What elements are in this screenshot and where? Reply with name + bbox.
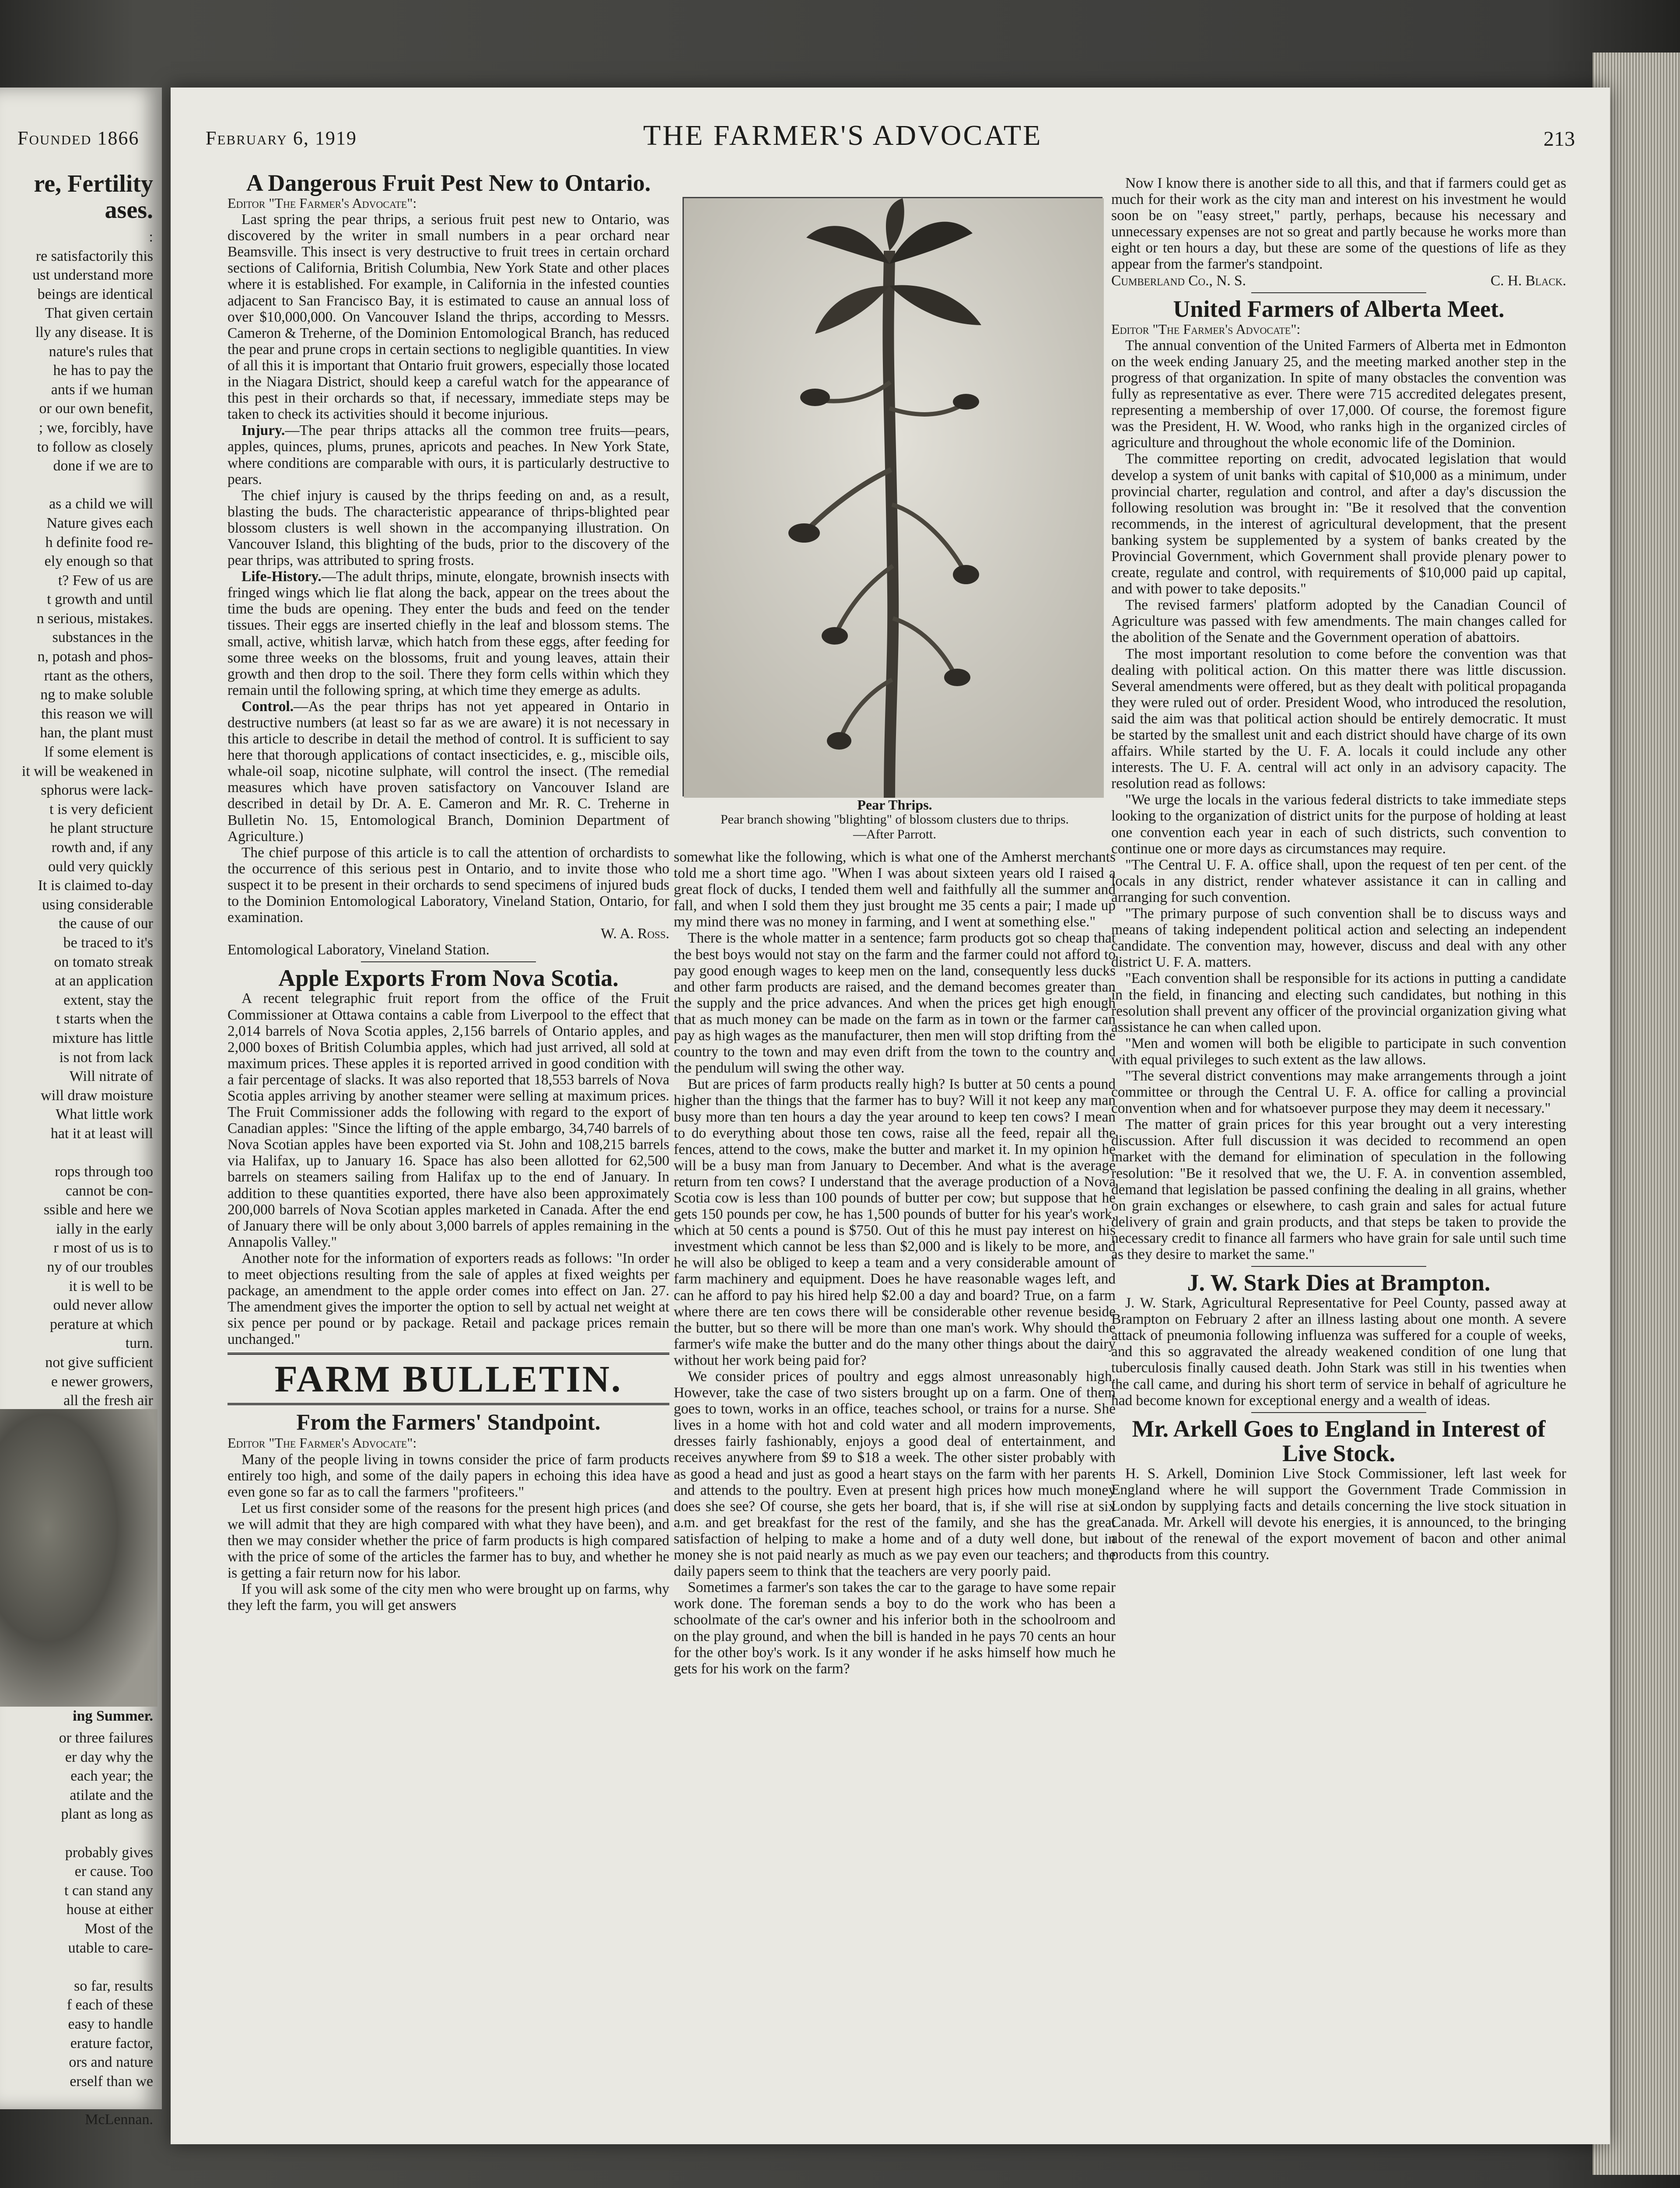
paragraph: Sometimes a farmer's son takes the car to the garage to have some repair work done. The foreman sends a boy to do the work who has been a schoolmate of the car's owner and his inferior both in the schoolroom and on the play ground, and when the bill is handed in he pays 70 cents an hour for the other boy's work. Is it any wonder if he asks himself how much he gets for his work on the farm? (674, 1579, 1116, 1677)
paragraph: The most important resolution to come before the convention was that dealing with political action. On this matter there was little discussion. Several amendments were offered, but as they dealt with political propaganda they were ruled out of order. President Wood, who introduced the resolution, said the aim was that political action should be entirely democratic. It must be started by the smallest unit and each district should have charge of its own affairs. While started by the U. F. A. locals it could include any other interests. The U. F. A. central will act only in an advisory capacity. The resolution read as follows: (1111, 645, 1566, 792)
article-title: Apple Exports From Nova Scotia. (278, 965, 619, 992)
paragraph: H. S. Arkell, Dominion Live Stock Commissioner, left last week for England where he will support the Government Trade Commission in London by supplying facts and details concerning the live stock situation in Canada. Mr. Arkell will devote his energies, it is announced, to the bringing about of the renewal of the export movement of bacon and other animal products from this country. (1111, 1465, 1566, 1563)
prev-page-line: Nature gives each (46, 515, 153, 531)
paragraph: Now I know there is another side to all this, and that if farmers could get as much for their work as the city man and interest on his investment he would soon be on "easy street," partly, perhaps, because his necessary and unnecessary expenses are not so great and partly because he works more than eight or ten hours a day, but these are some of the questions of life as they appear from the farmer's standpoint. (1111, 175, 1566, 273)
photo-caption-text: Pear branch showing "blighting" of blossom clusters due to thrips. (720, 812, 1069, 827)
editor-line: Editor "The Farmer's Advocate": (1111, 321, 1301, 337)
signature: C. H. Black. (1490, 272, 1566, 289)
run-in-heading: Injury. (242, 422, 285, 439)
prev-page-line: t is very deficient (49, 801, 153, 817)
column-3 (1111, 175, 1566, 1563)
divider (361, 961, 536, 962)
paragraph: A recent telegraphic fruit report from the office of the Fruit Commissioner at Ottawa contains a cable from Liverpool to the effect that 2,014 barrels of Nova Scotia apples, 2,156 barrels of Ontario apples, and 2,000 boxes of British Columbia apples, which had just arrived, all sold at maximum prices. These apples it is reported arrived in good condition with a fair percentage of slacks. It was also reported that 18,553 barrels of Nova Scotia apples arriving by another steamer were selling at maximum prices. The Fruit Commissioner adds the following with regard to the export of Canadian apples: "Since the lifting of the apple embargo, 34,740 barrels of Nova Scotian apples have been exported via St. John and 108,215 barrels via Halifax, up to January 16. Space has also been allotted for 62,500 barrels on steamers sailing from Halifax up to the end of January. In addition to these quantities exported, there have also been approximately 200,000 barrels of Nova Scotian apples marketed in Canada. After the end of January there will be only about 3,000 barrels of apples remaining in the Annapolis Valley." (228, 990, 669, 1250)
prev-page-photo (0, 1409, 158, 1707)
prev-page-line: That given certain (45, 305, 153, 322)
paragraph: Another note for the information of exporters reads as follows: "In order to meet objections resulting from the sale of apples at fixed weights per package, an amendment to the apple order comes into effect on Jan. 27. The amendment gives the importer the option to sell by actual net weight at six pence per pound or by package. Retail and package prices remain unchanged." (228, 1250, 669, 1348)
column-2 (674, 849, 1116, 1677)
prev-page-line: or our own benefit, (39, 400, 153, 417)
prev-page-line: What little work (56, 1106, 153, 1123)
prev-page-line: using considerable (42, 896, 153, 913)
prev-page-line: to follow as closely (37, 438, 153, 455)
prev-page-line: t can stand any (64, 1882, 153, 1899)
prev-page-line: as a child we will (49, 496, 153, 512)
prev-page-line: house at either (66, 1901, 153, 1918)
prev-page-line: beings are identical (37, 286, 153, 302)
prev-page-line: all the fresh air (63, 1392, 153, 1409)
prev-page-line: so far, results (74, 1978, 153, 1994)
prev-page-line: r most of us is to (53, 1240, 153, 1256)
page-date: February 6, 1919 (206, 127, 357, 149)
prev-page-line: atilate and the (70, 1787, 153, 1803)
prev-page-line: Most of the (84, 1920, 153, 1937)
paragraph: The annual convention of the United Farmers of Alberta met in Edmonton on the week ending January 25, and the meeting marked another step in the progress of that organization. In spite of many obstacles the convention was fully as representative as ever. There were 715 accredited delegates present, representing a membership of over 17,000. Of course, the foremost figure was the President, H. W. Wood, who ranks high in the organized circles of agriculture and throughout the whole economic life of the Dominion. (1111, 337, 1566, 451)
prev-page-line (0, 1143, 153, 1163)
section-banner: FARM BULLETIN. (228, 1353, 669, 1405)
prev-page-line: perature at which (50, 1316, 153, 1332)
page-number: 213 (1544, 127, 1575, 151)
paragraph: Last spring the pear thrips, a serious fruit pest new to Ontario, was discovered by the writer in small numbers in a pear orchard near Beamsville. This insect is very destructive to fruit trees in certain orchard sections of California, British Columbia, New York State and other places where it is established. For example, in California in the infested counties adjacent to San Francisco Bay, it is estimated to cause an annual loss of over $10,000,000. On Vancouver Island the thrips, according to Messrs. Cameron & Treherne, of the Dominion Entomological Branch, has reduced the pear and prune crops in certain sections to negligible quantities. In view of all this it is important that Ontario fruit growers, especially those located in the Niagara District, should keep a careful watch for the appearance of this pest in their orchards so that, if necessary, immediate steps may be taken to check its activities should it become injurious. (228, 211, 669, 423)
prev-page-line: McLennan. (85, 2111, 153, 2128)
prev-page-line: not give sufficient (45, 1354, 153, 1371)
prev-page-line: er cause. Too (74, 1863, 153, 1880)
prev-page-line: probably gives (65, 1844, 153, 1861)
prev-page-line: substances in the (52, 629, 153, 646)
paragraph: But are prices of farm products really high? Is butter at 50 cents a pound higher than the things that the farmer has to buy? Will it not keep any man busy more than ten hours a day the year around to keep ten cows? I mean to do everything about those ten cows, raise all the feed, repair all the fences, attend to the cows, make the butter and market it. In my opinion he will be a busy man from January to December. And what is the average return from ten cows? I understand that the average production of a Nova Scotia cow is less than 100 pounds of butter per cow; but suppose that he gets 150 pounds per cow, he has 1,500 pounds of butter for his year's work, which at 50 cents a pound is $750. Out of this he must pay interest on his investment which cannot be less than $2,000 and is likely to be more, and he will also be obliged to keep a team and a very considerable amount of farm machinery and equipment. Does he have reasonable wages left, and can he afford to pay his hired help $2.00 a day and board? True, on a farm where there are ten cows there will be considerable other revenue beside the butter, but so there will be more than one man's work. Why should the farmer's wife make the butter and do the many other things about the dairy without her work being paid for? (674, 1076, 1116, 1368)
signature-line (1111, 273, 1566, 289)
column-1 (228, 171, 669, 1614)
divider (1251, 292, 1426, 293)
prev-page-text-2 (0, 1729, 162, 2129)
prev-page-line: It is claimed to-day (38, 877, 153, 894)
prev-page-line: extent, stay the (63, 992, 153, 1008)
prev-page-text (0, 228, 162, 1410)
paragraph: There is the whole matter in a sentence; farm products got so cheap that the best boys would not stay on the farm and the farmer could not afford to pay good enough wages to keep men on the land, consequently less ducks and other farm products are raised, and the demand becomes greater than the supply and the price advances. And when the prices get high enough that as much money can be made on the farm as in town or the farmer can pay as high wages as the manufacturer, then men will stop drifting from the country to the town and may even drift from the town to the country and the pendulum will swing the other way. (674, 930, 1116, 1076)
paragraph: The committee reporting on credit, advocated legislation that would develop a system of unit banks with capital of $10,000 as a minimum, under provincial charter, regulation and control, and after a day's discussion the following resolution was brought in: "Be it resolved that the convention recommends, in the interest of agricultural development, that the present banking system be supplemented by a system of banks created by the Provincial Government, which Government shall provide plenary power to create, regulate and control, with requirements of $10,000 paid up capital, and with power to take deposits." (1111, 451, 1566, 597)
paragraph: "Men and women will both be eligible to participate in such convention with equal privileges to such extent as the law allows. (1111, 1035, 1566, 1068)
prev-page-line (0, 1824, 153, 1843)
paragraph: J. W. Stark, Agricultural Representative for Peel County, passed away at Brampton on February 2 after an illness lasting about one month. A severe attack of pneumonia following influenza was suffered for a couple of weeks, and this so aggravated the already weakened condition of one lung that tuberculosis finally caused death. John Stark was still in his twenties when the call came, and during his short term of service in behalf of agriculture he had become known for exceptional energy and a wealth of ideas. (1111, 1295, 1566, 1409)
prev-page-line: ssible and here we (43, 1202, 153, 1218)
prev-page-line: cannot be con- (65, 1182, 153, 1199)
prev-page-line: lf some element is (44, 744, 153, 761)
prev-page-line: han, the plant must (40, 725, 153, 741)
prev-page-line: plant as long as (61, 1806, 153, 1823)
prev-page-line: ially in the early (56, 1220, 153, 1237)
paragraph (228, 568, 669, 698)
newspaper-page (171, 88, 1610, 2144)
prev-page-line (0, 476, 153, 495)
prev-page-line (0, 1957, 153, 1977)
prev-page-line: rops through too (55, 1164, 153, 1180)
paragraph-text: —As the pear thrips has not yet appeared in Ontario in destructive numbers (at least so far as we are aware) it is not necessary in this article to describe in detail the method of control. It is sufficient to say here that thorough applications of contact insecticides, e. g., miscible oils, whale-oil soap, nicotine sulphate, will control the insect. (The remedial measures which have proven satisfactory on Vancouver Island are described in detail by Dr. A. E. Cameron and Mr. R. C. Treherne in Bulletin No. 15, Entomological Branch, Dominion Department of Agriculture.) (228, 698, 669, 845)
paragraph: Many of the people living in towns consider the price of farm products entirely too high, and some of the daily papers in echoing this idea have even gone so far as to call the farmers "profiteers." (228, 1451, 669, 1500)
prev-page-line: lly any disease. It is (35, 324, 153, 340)
prev-page-line: utable to care- (68, 1939, 153, 1956)
prev-page-line: it will be weakened in (21, 763, 153, 779)
pear-branch-photo (682, 197, 1102, 796)
paragraph-text: —The pear thrips attacks all the common tree fruits—pears, apples, quinces, plums, prunes, apricots and peaches. In New York State, where conditions are comparable with ours, it is particularly destructive to pears. (228, 422, 669, 487)
prev-page-line: Will nitrate of (69, 1068, 153, 1085)
prev-page-line: ould very quickly (48, 858, 153, 875)
prev-page-line: re satisfactorily this (35, 248, 153, 264)
prev-page-line: is not from lack (59, 1049, 153, 1066)
paragraph: The revised farmers' platform adopted by the Canadian Council of Agriculture was passed with few amendments. The main changes called for the abolition of the Senate and the Government operation of abattoirs. (1111, 597, 1566, 646)
paragraph: If you will ask some of the city men who were brought up on farms, why they left the farm, you will get answers (228, 1581, 669, 1614)
prev-page-line: f each of these (66, 1997, 153, 2013)
prev-page-line: mixture has little (52, 1030, 153, 1046)
prev-page-line: : (149, 229, 153, 245)
prev-page-line: will draw moisture (41, 1087, 153, 1104)
run-in-heading: Life-History. (242, 568, 322, 585)
prev-page-caption: ing Summer. (73, 1708, 153, 1724)
prev-page-line: each year; the (70, 1768, 153, 1785)
address: Entomological Laboratory, Vineland Station. (228, 942, 490, 958)
paragraph: "The several district conventions may make arrangements through a joint committee or through the Central U. F. A. office for calling a provincial convention when and for whatsoever purpose they may deem it necessary." (1111, 1067, 1566, 1117)
prev-page-line: turn. (125, 1335, 153, 1352)
run-in-heading: Control. (242, 698, 294, 715)
prev-page-line: he has to pay the (53, 362, 153, 379)
prev-page-line: ould never allow (53, 1297, 153, 1314)
prev-page-headline: re, Fertility ases. (34, 170, 153, 224)
prev-page-line: hat it at least will (50, 1125, 153, 1142)
photo-caption-title: Pear Thrips. (857, 797, 932, 813)
prev-page-line: n, potash and phos- (37, 649, 153, 665)
article-title: Mr. Arkell Goes to England in Interest of Live Stock. (1132, 1415, 1546, 1466)
paragraph: The matter of grain prices for this year brought out a very interesting discussion. After full discussion it was decided to recommend an open market with the demand for elimination of speculation in the following resolution: "Be it resolved that we, the U. F. A. in convention assembled, demand that legislation be passed confining the dealing in all grains, whether on grain exchanges or elsewhere, to cash grain and sales for actual future delivery of grain and grain products, and that steps be taken to provide the necessary credit to finance all farmers who have grain for sale until such time as they desire to market the same." (1111, 1116, 1566, 1262)
prev-page-line: on tomato streak (54, 954, 153, 970)
prev-page-line: or three failures (59, 1730, 153, 1746)
publication-title: THE FARMER'S ADVOCATE (643, 119, 1043, 151)
signature: W. A. Ross. (601, 926, 669, 942)
prev-page-line: nature's rules that (49, 343, 153, 360)
prev-page-header: Founded 1866 (18, 127, 140, 149)
previous-page-edge (0, 88, 162, 2128)
prev-page-line: er day why the (65, 1749, 153, 1765)
paragraph: Let us first consider some of the reasons for the present high prices (and we will admit that they are high compared with what they have been), and then we may consider whether the price of farm products is high compared with the price of some of the articles the farmer has to buy, and whether he is getting a fair return now for his labor. (228, 1500, 669, 1581)
article-title: J. W. Stark Dies at Brampton. (1187, 1269, 1491, 1296)
prev-page-line: it is well to be (69, 1278, 153, 1294)
pear-branch-illustration (684, 198, 1104, 798)
prev-page-line: the cause of our (58, 915, 153, 932)
prev-page-line: erature factor, (70, 2035, 153, 2051)
paragraph: The chief purpose of this article is to call the attention of orchardists to the occurrence of this serious pest in Ontario, and to invite those who suspect it to be present in their orchards to send specimens of injured buds to the Dominion Entomological Laboratory, Vineland Station, Ontario, for examination. (228, 844, 669, 926)
prev-page-line: ng to make soluble (40, 687, 153, 703)
prev-page-line: t starts when the (56, 1011, 153, 1027)
paragraph: We consider prices of poultry and eggs almost unreasonably high. However, take the case of two sisters brought up on a farm. One of them goes to town, works in an office, teaches school, or trains for a nurse. She lives in a home with hot and cold water and all modern improvements, dresses fairly fashionably, enjoys a good deal of entertainment, and receives anywhere from $9 to $18 a week. The other sister probably with as good a head and just as good a heart stays on the farm with her parents and attends to the poultry. Even at present high prices how much money does she see? Of course, she gets her board, that is, if she will rise at six a.m. and get breakfast for the rest of the family, and she has the great satisfaction of helping to make a home and of a duty well done, but in money she is not paid nearly as much as we pay even our teachers; and the daily papers seem to think that the teachers are very poorly paid. (674, 1368, 1116, 1580)
paragraph: "The primary purpose of such convention shall be to discuss ways and means of taking independent political action and selecting an independent candidate. The convention may, however, discuss and deal with any other district U. F. A. matters. (1111, 905, 1566, 971)
paragraph: The chief injury is caused by the thrips feeding on and, as a result, blasting the buds. The characteristic appearance of thrips-blighted pear blossom clusters is well shown in the accompanying illustration. On Vancouver Island, this blighting of the buds, prior to the discovery of the pear thrips, was attributed to spring frosts. (228, 487, 669, 569)
paragraph (228, 698, 669, 845)
prev-page-line (0, 2091, 153, 2110)
prev-page-line: n serious, mistakes. (36, 610, 153, 627)
prev-page-line: h definite food re- (45, 534, 153, 551)
prev-page-line: easy to handle (68, 2016, 153, 2032)
prev-page-line: this reason we will (41, 705, 153, 722)
prev-page-line: be traced to it's (63, 934, 153, 951)
paragraph: "We urge the locals in the various federal districts to take immediate steps looking to the organization of district units for the purpose of holding at least one convention each year in each of such districts, such convention to continue one or more days as circumstances may require. (1111, 792, 1566, 857)
prev-page-line: ors and nature (69, 2054, 153, 2071)
editor-line: Editor "The Farmer's Advocate": (228, 195, 417, 211)
article-title: A Dangerous Fruit Pest New to Ontario. (246, 170, 651, 196)
prev-page-line: sphorus were lack- (41, 782, 153, 799)
prev-page-line: rowth and, if any (51, 839, 153, 856)
divider (1251, 1412, 1426, 1413)
prev-page-line: done if we are to (53, 458, 153, 474)
paragraph: somewhat like the following, which is what one of the Amherst merchants told me a short time ago. "When I was about sixteen years old I raised a great flock of ducks, I tended them well and faithfully all the summer and fall, and when I sold them they just brought me 35 cents a pair; I made up my mind there was no money in farming, and I went at something else." (674, 849, 1116, 930)
paragraph: "The Central U. F. A. office shall, upon the request of ten per cent. of the locals in any district, render whatever assistance it can in calling and arranging for such convention. (1111, 856, 1566, 905)
paragraph: "Each convention shall be responsible for its actions in putting a candidate in the field, in financing and electing such candidates, but nothing in this resolution shall prevent any officer of the provincial organization giving what assistance he can when called upon. (1111, 970, 1566, 1035)
photo-caption (674, 797, 1116, 842)
article-title: From the Farmers' Standpoint. (296, 1410, 601, 1435)
prev-page-line: ants if we human (51, 381, 153, 398)
divider (1251, 1266, 1426, 1267)
prev-page-line: t? Few of us are (58, 572, 153, 589)
article-title: United Farmers of Alberta Meet. (1173, 295, 1505, 322)
prev-page-line: ely enough so that (44, 553, 153, 570)
signature-place: Cumberland Co., N. S. (1111, 272, 1246, 289)
prev-page-line: t growth and until (47, 591, 153, 608)
prev-page-line: he plant structure (49, 820, 153, 837)
prev-page-line: ust understand more (32, 267, 153, 284)
paragraph-text: —The adult thrips, minute, elongate, brownish insects with fringed wings which lie flat along the back, appear on the trees about the time the buds are opening. They enter the buds and feed on the tender tissues. Their eggs are inserted chiefly in the leaf and blossom stems. The small, active, whitish larvæ, which hatch from these eggs, after feeding for some three weeks on the blossoms, fruit and young leaves, attain their growth and then drop to the soil. There they form cells within which they remain until the following spring, at which time they emerge as adults. (228, 568, 669, 698)
prev-page-line: e newer growers, (51, 1373, 153, 1390)
prev-page-line: rtant as the others, (44, 667, 153, 684)
editor-line: Editor "The Farmer's Advocate": (228, 1435, 417, 1451)
photo-credit: —After Parrott. (853, 827, 936, 842)
paragraph (228, 422, 669, 487)
prev-page-line: at an application (55, 973, 153, 989)
prev-page-line: erself than we (70, 2073, 153, 2090)
prev-page-line: ny of our troubles (47, 1259, 153, 1276)
prev-page-line: ; we, forcibly, have (38, 419, 153, 436)
